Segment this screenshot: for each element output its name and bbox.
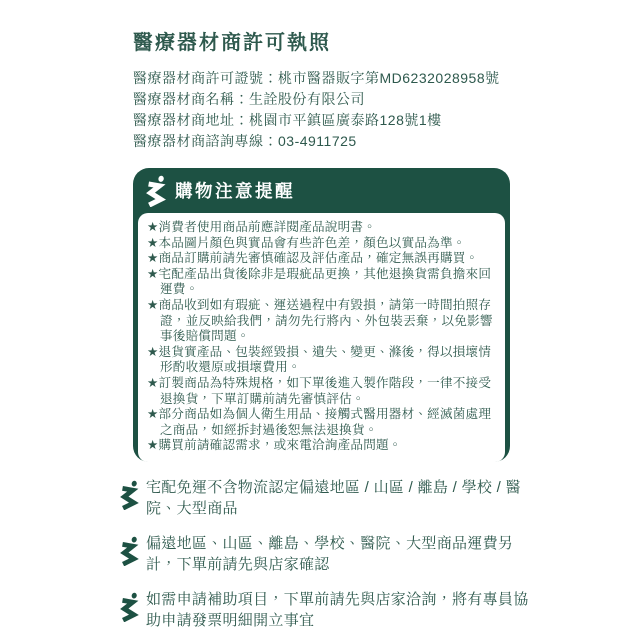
page-title: 醫療器材商許可執照: [133, 32, 331, 54]
brand-logo-icon: [144, 175, 166, 207]
notice-box-header: [133, 168, 510, 213]
brand-logo-icon: [118, 592, 139, 622]
notice-item: ★消費者使用商品前應詳閱產品說明書。: [147, 220, 376, 234]
brand-logo-icon: [118, 480, 139, 510]
notice-item: ★退貨實產品、包裝經毀損、遺失、變更、滌後，得以損壞情形酌收還原或損壞費用。: [147, 344, 492, 375]
brand-logo-icon: [118, 536, 139, 566]
footnote-text: 偏遠地區、山區、離島、學校、醫院、大型商品運費另計，下單前請先與店家確認: [146, 534, 514, 574]
license-number-line: 醫療器材商許可證號：桃市醫器販字第MD6232028958號: [133, 70, 500, 86]
notice-item: ★部分商品如為個人衛生用品、接觸式醫用器材、經滅菌處理之商品，如經拆封過後恕無法退換貨。: [147, 407, 492, 437]
notice-item: ★訂製商品為特殊規格，如下單後進入製作階段，一律不接受退換貨，下單訂購前請先審慎評估。: [147, 375, 492, 406]
dealer-address-line: 醫療器材商地址：桃園市平鎮區廣泰路128號1樓: [133, 112, 442, 128]
dealer-name-line: 醫療器材商名稱：生詮股份有限公司: [133, 91, 365, 107]
notice-item: ★購買前請確認需求，或來電洽詢產品問題。: [147, 438, 402, 453]
shipping-footnotes: [118, 477, 640, 632]
notice-list: [138, 213, 505, 462]
footnote-subsidy: [118, 589, 640, 632]
shopping-notice-box: [133, 168, 510, 462]
notice-item: ★商品收到如有瑕疵、運送過程中有毀損，請第一時間拍照存證，並反映給我們，請勿先行將內、外包裝丟棄，以免影響事後賠償問題。: [147, 297, 493, 344]
footnote-extra-fee: [118, 533, 640, 576]
hotline-line: 醫療器材商諮詢專線：03-4911725: [133, 133, 357, 149]
notice-item: ★商品訂購前請先審慎確認及評估產品，確定無誤再購買。: [147, 251, 479, 266]
notice-item: ★宅配產品出貨後除非是瑕疵品更換，其他退換貨需負擔來回運費。: [147, 266, 492, 297]
license-info: [133, 68, 640, 152]
notice-box-title: 購物注意提醒: [175, 181, 295, 201]
footnote-text: 如需申請補助項目，下單前請先與店家洽詢，將有專員協助申請發票明細開立事宜: [146, 590, 529, 630]
footnote-text: 宅配免運不含物流認定偏遠地區 / 山區 / 離島 / 學校 / 醫院、大型商品: [146, 478, 521, 518]
footnote-free-shipping: [118, 477, 640, 520]
notice-item: ★本品圖片顏色與實品會有些許色差，顏色以實品為準。: [147, 235, 466, 250]
